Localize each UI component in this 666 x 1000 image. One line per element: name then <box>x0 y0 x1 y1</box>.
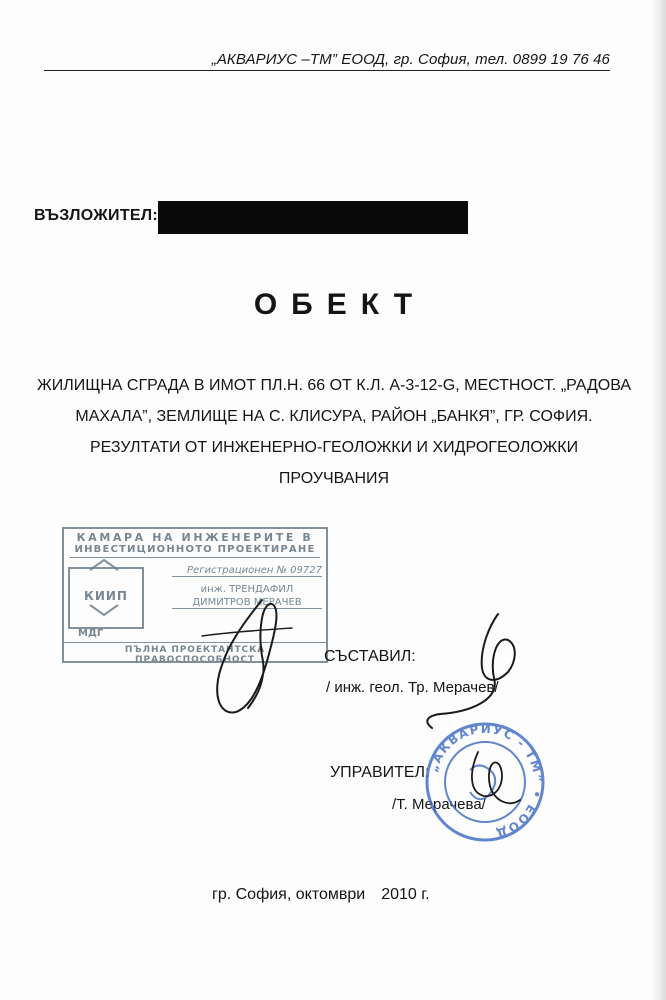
stamp-section: МДГ <box>78 628 104 639</box>
client-label: ВЪЗЛОЖИТЕЛ: <box>34 207 159 224</box>
object-title: ОБЕКТ <box>253 288 427 321</box>
compiled-by-name: / инж. геол. Тр. Мерачев/ <box>326 679 499 696</box>
kiip-logo-text: КИИП <box>84 589 128 603</box>
stamp-chamber-line: КАМАРА НА ИНЖЕНЕРИТЕ В <box>76 531 314 544</box>
company-header: „АКВАРИУС –ТМ” ЕООД, гр. София, тел. 0899 19 76 46 <box>44 50 610 71</box>
kiip-logo-mark <box>90 560 118 615</box>
engineer-signature-right <box>427 614 514 728</box>
object-description: ЖИЛИЩНА СГРАДА В ИМОТ ПЛ.Н. 66 ОТ К.Л. А-3-12-G, МЕСТНОСТ. „РАДОВА МАХАЛА”, ЗЕМЛИЩЕ НА С. КЛИСУРА, РАЙОН „БАНКЯ”, ГР. СОФИЯ. РЕЗУЛТАТИ ОТ ИНЖЕНЕРНО-ГЕОЛОЖКИ И ХИДРОГЕОЛОЖКИ ПРОУЧВАНИЯ <box>36 377 632 487</box>
manager-label: УПРАВИТЕЛ: <box>330 764 430 781</box>
signature-stroke-left-line <box>202 628 292 636</box>
stamp-competence-line: ПЪЛНА ПРОЕКТАНТСКА ПРАВОСПОСОБНОСТ <box>64 642 326 665</box>
year-text: 2010 г. <box>381 886 430 903</box>
stamp-design-line: ИНВЕСТИЦИОННОТО ПРОЕКТИРАНЕ <box>70 544 320 558</box>
stamp-engineer-first-name: инж. ТРЕНДАФИЛ <box>200 584 294 595</box>
manager-signature <box>472 752 520 803</box>
compiled-by-label: СЪСТАВИЛ: <box>324 648 416 665</box>
place-date-text: гр. София, октомври <box>212 886 366 903</box>
seal-text: „АКВАРИУС - ТМ” • ЕООД <box>426 721 546 841</box>
company-seal <box>426 722 545 841</box>
engineer-signature-left <box>217 600 276 712</box>
stamp-engineer-last-name: ДИМИТРОВ МЕРАЧЕВ <box>172 597 322 609</box>
manager-name: /Т. Мерачева/ <box>392 796 486 813</box>
stamp-registration-number: Регистрационен № 09727 <box>172 565 322 577</box>
